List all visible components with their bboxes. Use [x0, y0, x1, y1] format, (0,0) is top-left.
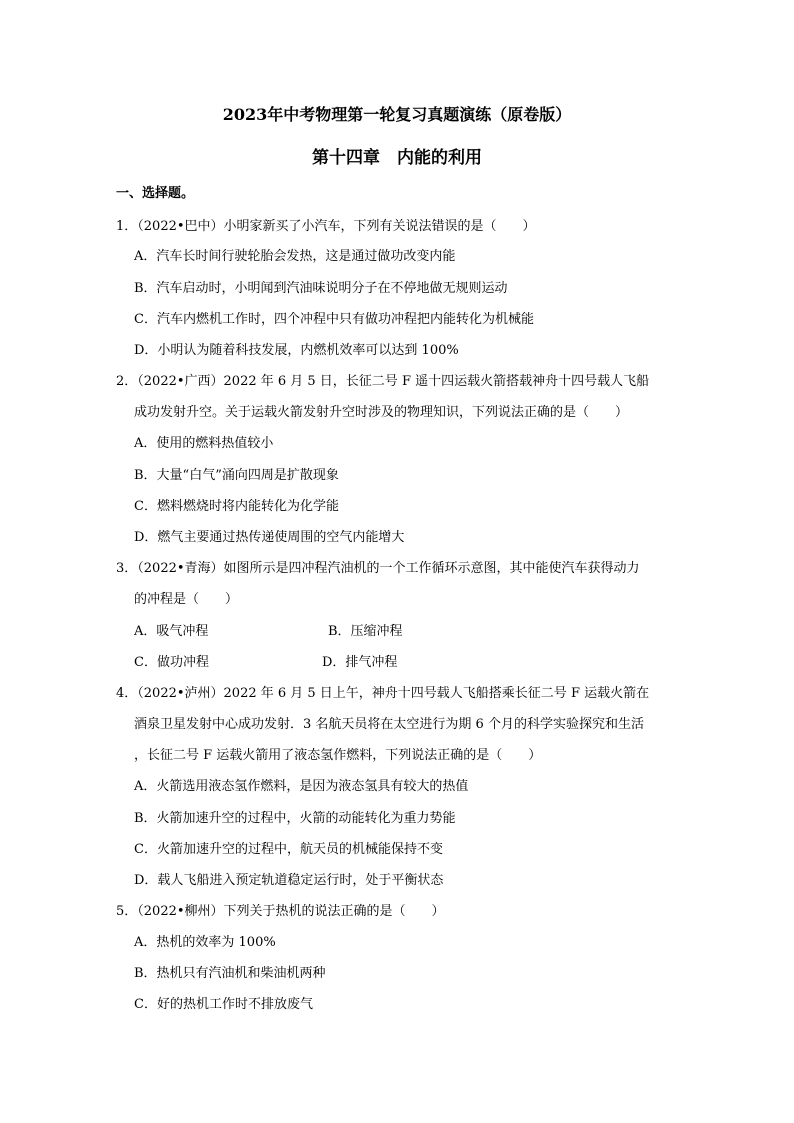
- option-c: C．做功冲程: [134, 655, 209, 670]
- option-b: B．汽车启动时，小明闻到汽油味说明分子在不停地做无规则运动: [134, 281, 508, 296]
- option-a: A．吸气冲程: [134, 624, 209, 639]
- question-stem: [116, 553, 686, 615]
- question-stem: [116, 896, 686, 927]
- option-d: D．燃气主要通过热传递使周围的空气内能增大: [134, 530, 405, 545]
- document-title: 2023年中考物理第一轮复习真题演练（原卷版）: [222, 105, 572, 124]
- stem-line: 2．（2022•广西）2022 年 6 月 5 日，长征二号 F 遥十四运载火箭搭载神舟十四号载人飞船: [116, 374, 650, 389]
- question-stem: [116, 366, 686, 428]
- option-d: D．排气冲程: [322, 655, 398, 670]
- option-a: A．汽车长时间行驶轮胎会发热，这是通过做功改变内能: [134, 249, 456, 264]
- question-stem: [116, 211, 686, 242]
- stem-line: 酒泉卫星发射中心成功发射．3 名航天员将在太空进行为期 6 个月的科学实验探究和生活: [134, 717, 644, 732]
- option-d: D．小明认为随着科技发展，内燃机效率可以达到 100%: [134, 343, 459, 358]
- option-d: D．载人飞船进入预定轨道稳定运行时，处于平衡状态: [134, 873, 444, 888]
- question-stem: [116, 678, 686, 771]
- section-heading: 一、选择题。: [116, 186, 195, 201]
- option-b: B．压缩冲程: [328, 624, 403, 639]
- stem-line: 成功发射升空。关于运载火箭发射升空时涉及的物理知识，下列说法正确的是（ ）: [134, 405, 629, 420]
- option-c: C．好的热机工作时不排放废气: [134, 997, 313, 1012]
- option-b: B．火箭加速升空的过程中，火箭的动能转化为重力势能: [134, 811, 456, 826]
- option-a: A．使用的燃料热值较小: [134, 436, 274, 451]
- option-c: C．火箭加速升空的过程中，航天员的机械能保持不变: [134, 842, 443, 857]
- option-b: B．热机只有汽油机和柴油机两种: [134, 966, 326, 981]
- option-a: A．热机的效率为 100%: [134, 935, 276, 950]
- stem-line: 的冲程是（ ）: [134, 592, 239, 607]
- stem-line: 4．（2022•泸州）2022 年 6 月 5 日上午，神舟十四号载人飞船搭乘长征二号 F 运载火箭在: [116, 686, 650, 701]
- option-c: C．燃料燃烧时将内能转化为化学能: [134, 499, 339, 514]
- stem-line: 5．（2022•柳州）下列关于热机的说法正确的是（ ）: [116, 904, 445, 919]
- stem-line: 3．（2022•青海）如图所示是四冲程汽油机的一个工作循环示意图，其中能使汽车获得动力: [116, 561, 640, 576]
- chapter-title: 第十四章 内能的利用: [312, 148, 482, 168]
- option-b: B．大量“白气”涌向四周是扩散现象: [134, 468, 339, 483]
- stem-line: 1．（2022•巴中）小明家新买了小汽车，下列有关说法错误的是（ ）: [116, 219, 536, 234]
- option-a: A．火箭选用液态氢作燃料，是因为液态氢具有较大的热值: [134, 779, 469, 794]
- option-c: C．汽车内燃机工作时，四个冲程中只有做功冲程把内能转化为机械能: [134, 312, 534, 327]
- stem-line: ，长征二号 F 运载火箭用了液态氢作燃料，下列说法正确的是（ ）: [134, 748, 542, 763]
